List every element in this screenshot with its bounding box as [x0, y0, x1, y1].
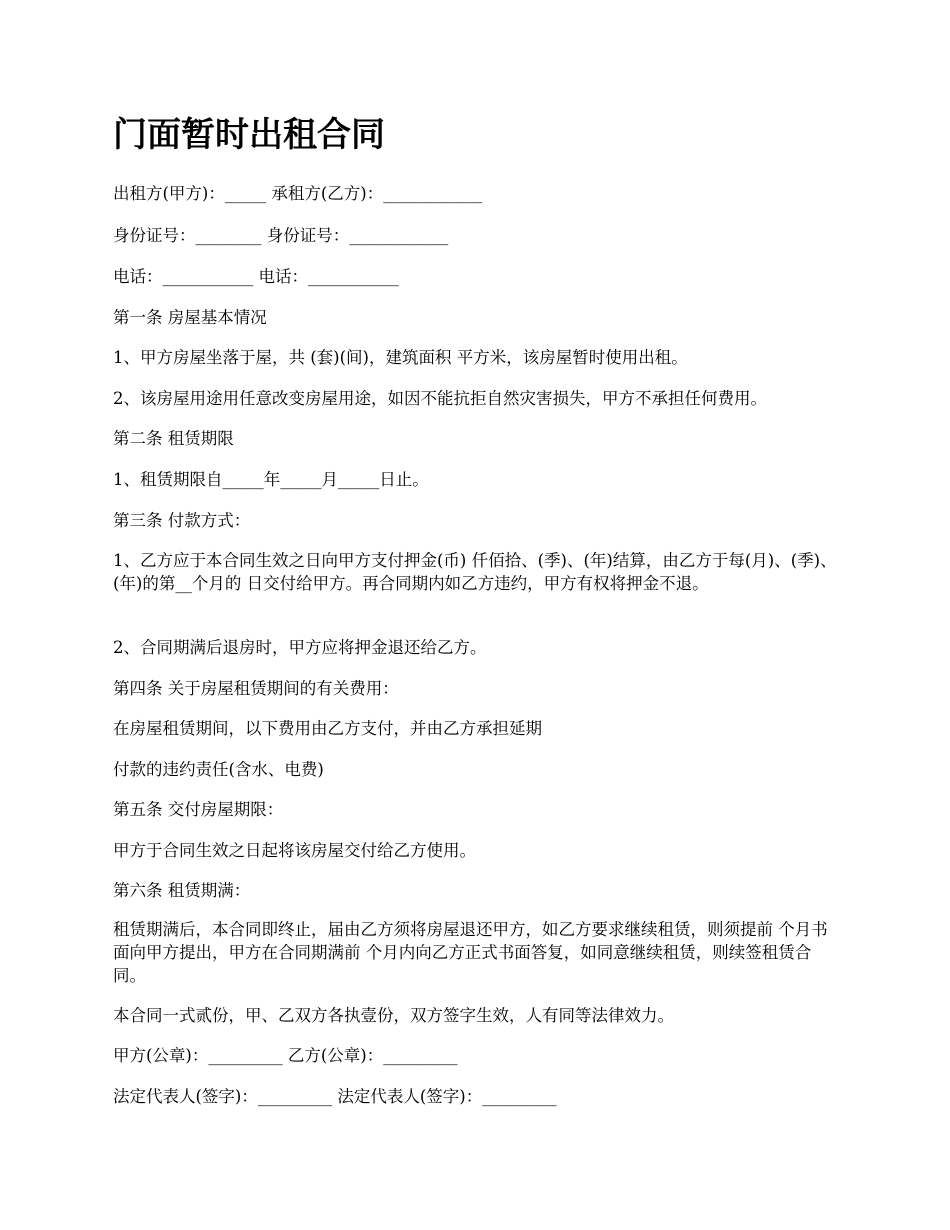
- seal-line: 甲方(公章)：_________ 乙方(公章)：_________: [113, 1046, 458, 1065]
- signature-line: 法定代表人(签字)：_________ 法定代表人(签字)：_________: [113, 1087, 557, 1106]
- article-1-heading: 第一条 房屋基本情况: [113, 308, 267, 327]
- party-names-line: 出租方(甲方)：_____ 承租方(乙方)：____________: [113, 184, 483, 203]
- id-number-line: 身份证号：________ 身份证号：____________: [113, 226, 449, 245]
- phone-line: 电话：___________ 电话：___________: [113, 267, 399, 286]
- copies-clause: 本合同一式贰份，甲、乙双方各执壹份，双方签字生效，人有同等法律效力。: [113, 1006, 674, 1025]
- article-6-heading: 第六条 租赁期满：: [113, 881, 251, 900]
- article-1-clause-1: 1、甲方房屋坐落于屋，共 (套)(间)，建筑面积 平方米，该房屋暂时使用出租。: [113, 348, 688, 367]
- article-3-clause-1: 1、乙方应于本合同生效之日向甲方支付押金(币) 仟佰拾、(季)、(年)结算，由乙方于每(月)、(季)、(年)的第__个月的 日交付给甲方。再合同期内如乙方违约，甲方有权将押金不退。: [113, 551, 837, 593]
- document-title: 门面暂时出租合同: [113, 115, 385, 155]
- article-4-body-2: 付款的违约责任(含水、电费): [113, 760, 324, 779]
- article-6-body: 租赁期满后，本合同即终止，届由乙方须将房屋退还甲方，如乙方要求继续租赁，则须提前 个月书面向甲方提出，甲方在合同期满前 个月内向乙方正式书面答复，如同意继续租赁，则续签租赁合同。: [113, 920, 828, 985]
- article-4-heading: 第四条 关于房屋租赁期间的有关费用：: [113, 679, 399, 698]
- article-2-heading: 第二条 租赁期限: [113, 429, 234, 448]
- article-3-clause-2: 2、合同期满后退房时，甲方应将押金退还给乙方。: [113, 638, 487, 657]
- article-2-clause-1: 1、租赁期限自_____年_____月_____日止。: [113, 470, 429, 489]
- article-4-body-1: 在房屋租赁期间，以下费用由乙方支付，并由乙方承担延期: [113, 719, 542, 738]
- article-5-body: 甲方于合同生效之日起将该房屋交付给乙方使用。: [113, 841, 476, 860]
- article-3-heading: 第三条 付款方式：: [113, 511, 251, 530]
- article-1-clause-2: 2、该房屋用途用任意改变房屋用途，如因不能抗拒自然灾害损失，甲方不承担任何费用。: [113, 389, 767, 408]
- article-5-heading: 第五条 交付房屋期限：: [113, 800, 284, 819]
